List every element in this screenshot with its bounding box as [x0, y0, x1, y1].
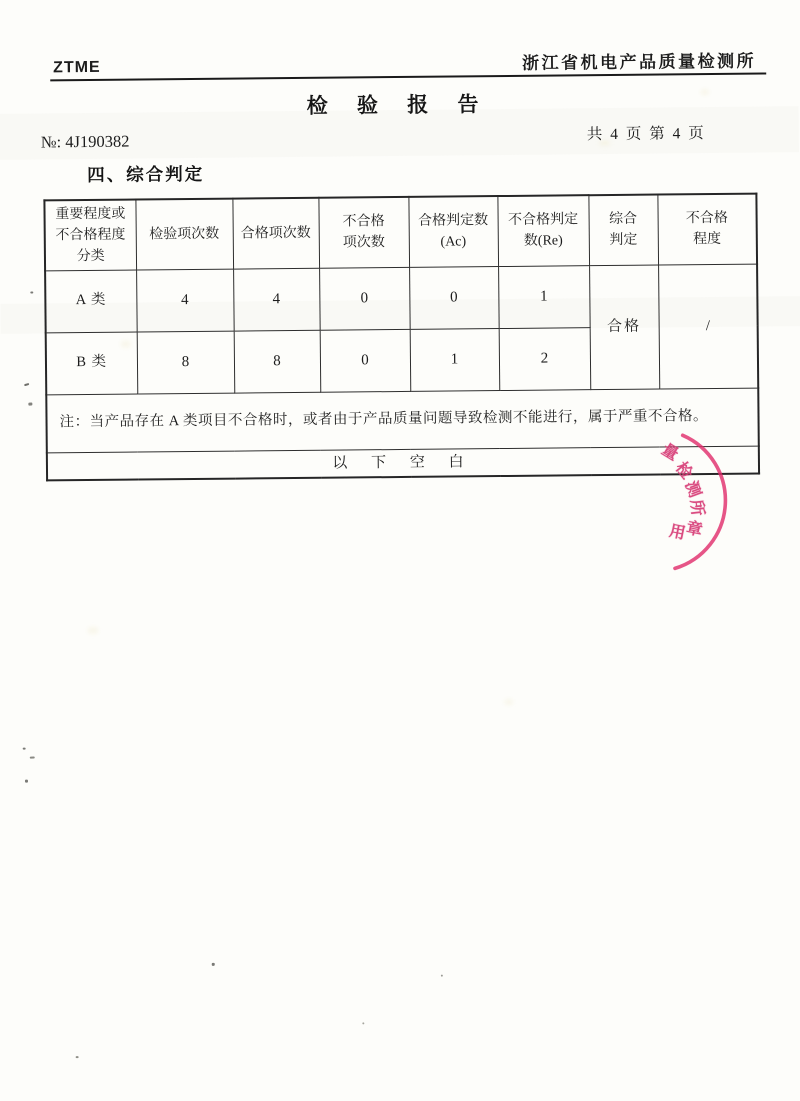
col-header-overall-judgment: 综合 判定	[588, 195, 658, 266]
header-organization: 浙江省机电产品质量检测所	[522, 51, 757, 73]
scan-speck	[30, 292, 33, 294]
scan-smudge	[88, 627, 99, 634]
nonconformity-degree-value: /	[658, 264, 758, 389]
class-b-inspected: 8	[137, 331, 235, 394]
report-number	[41, 132, 130, 153]
note-text: 注：当产品存在 A 类项目不合格时，或者由于产品质量问题导致检测不能进行，属于严重不合格。	[46, 388, 759, 453]
table-row-class-a	[45, 264, 758, 333]
scan-speck	[25, 780, 28, 783]
table-note-row	[46, 388, 759, 453]
col-header-inspected-items: 检验项次数	[135, 199, 233, 270]
table-header-row	[44, 194, 757, 271]
stamp-char: 测	[681, 478, 704, 500]
stamp-char: 检	[671, 459, 696, 483]
scan-speck	[76, 1056, 79, 1058]
report-title: 检 验 报 告	[306, 92, 491, 118]
class-b-qualified: 8	[234, 330, 321, 393]
scan-speck	[30, 757, 35, 759]
class-a-qualified: 4	[233, 268, 320, 331]
stamp-char: 用	[667, 522, 687, 543]
scan-speck	[441, 975, 443, 977]
scan-smudge	[599, 140, 611, 146]
class-b-label: B 类	[46, 332, 138, 395]
class-b-ac: 1	[410, 328, 500, 391]
scan-speck	[23, 748, 26, 750]
stamp-char: 章	[684, 519, 704, 540]
header-rule	[50, 72, 766, 81]
table-blank-row	[47, 446, 759, 481]
class-a-ac: 0	[409, 266, 499, 329]
report-number-label: №:	[40, 132, 62, 152]
report-number-value: 4J190382	[65, 131, 130, 152]
scan-speck	[362, 1022, 364, 1024]
scan-speck	[28, 403, 32, 406]
scan-smudge	[700, 89, 709, 95]
scan-speck	[24, 383, 29, 386]
col-header-acceptance-number: 合格判定数 (Ac)	[408, 196, 498, 267]
blank-below-text: 以 下 空 白	[47, 446, 759, 481]
stamp-char: 量	[658, 441, 682, 465]
section-heading: 四、综合判定	[87, 163, 205, 185]
col-header-qualified-items: 合格项次数	[232, 198, 319, 269]
class-b-unqualified: 0	[320, 329, 411, 392]
class-a-unqualified: 0	[319, 267, 410, 330]
col-header-unqualified-items: 不合格 项次数	[318, 197, 409, 268]
class-a-label: A 类	[45, 270, 137, 333]
scan-smudge	[121, 341, 131, 348]
scan-smudge	[504, 699, 513, 705]
header-code: ZTME	[53, 58, 101, 77]
class-a-inspected: 4	[136, 269, 234, 332]
col-header-nonconformity-degree: 不合格 程度	[657, 194, 757, 265]
stamp-char: 所	[687, 498, 706, 517]
col-header-rejection-number: 不合格判定 数(Re)	[497, 195, 589, 266]
overall-judgment-value: 合格	[589, 265, 659, 390]
judgment-table	[43, 193, 760, 482]
page-info: 共 4 页 第 4 页	[586, 125, 706, 144]
col-header-classification: 重要程度或 不合格程度 分类	[44, 200, 136, 271]
class-b-re: 2	[499, 327, 591, 390]
scan-speck	[212, 963, 215, 966]
class-a-re: 1	[498, 265, 590, 328]
